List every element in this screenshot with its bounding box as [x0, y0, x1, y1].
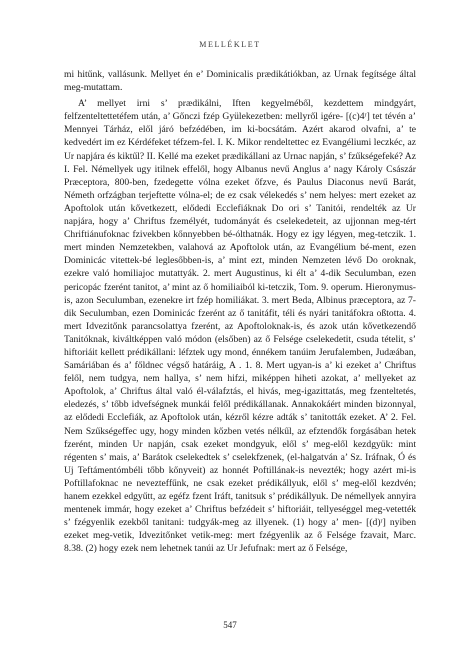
running-head: MELLÉKLET	[199, 40, 261, 49]
paragraph-1: mi hitűnk, vallásunk. Mellyet én e’ Dominicalis prædikátiókban, az Urnak fegítsége által meg-mutattam.	[64, 69, 416, 94]
body-text	[64, 68, 416, 555]
paragraph-2: A’ mellyet irni s’ prædikálni, Iften kegyelméből, kezdettem mindgyárt, felfzenteltettetéfem után, a’ Gőnczi fzép Gyülekezetben: mellyről igére- [(c)4ʳ] tet tévén a’ Mennyei Tárház, elől járó befzédében, im ki-bocsátám. Azért akarod olvafni, a’ te kedvedért im ez Kérdéfeket téfzem-fel. I. K. Mikor rendeltettec ez Evangéliumi leczkéc, az Ur napjára és kiktűl? II. Kellé ma ezeket prædikállani az Urnac napján, s’ fzűkségefeké? Az I. Fel. Némellyek ugy itilnek effelől, hogy Albanus nevű Anglus a’ nagy Károly Császár Præceptora, 800-ben, fzedegette vólna ezeket őfzve, és Paulus Diaconus nevű Barát, Németh orfzágban terjeftette vólna-el; de ez csak vélekedés s’ nem helyes: mert ezeket az Apoftolok után kővetkezett, elődedi Ecclefiáknak Do ori s’ Tanitói, rendelték az Ur napjára, hogy a’ Chriftus fzemélyét, tudományát és cselekedeteit, az ujjonnan meg-tért Chriftiánufoknac fzivekben kőnnyebben bé-ólthatnák. Hogy ez igy légyen, meg-tetczik. 1. mert minden Nemzetekben, valahová az Apoftolok után, az Evangélium bé-ment, ezen Dominicác vitettek-bé leglesőbben-is, a’ mint ezt, minden Nemzeten lévő Do oroknak, ezekre való homiliajoc mutattyák. 2. mert Augustinus, ki élt a’ 4-dik Seculumban, ezen pericopác fzerént tanitot, a’ mint az ő homiliaiból ki-tetczik, Tom. 9. operum. Hieronymus-is, azon Seculumban, ezenekre irt fzép homiliákat. 3. mert Beda, Albinus præceptora, az 7-dik Seculumban, ezen Dominicác fzerént az ő tanitáfit, téli és nyári tanitáfokra oßtotta. 4. mert Idvezitőnk parancsolattya fzerént, az Apoftoloknak-is, és azok után kővetkezendő Tanitóknak, kiváltképpen való módon (elsőben) az ő Felsége cselekedetit, csuda tételit, s’ hiftoriáit kellett prédikállani: léfztek ugy mond, énnékem tanúim Jerufalemben, Judæában, Samáriában és a’ főldnec végső határáig, A . 1. 8. Mert ugyan-is a’ ki ezeket a’ Chriftus felől, nem tudgya, nem hallya, s’ nem hifzi, miképpen hiheti azokat, a’ mellyeket az Apoftolok, a’ Chriftus által való él-válafztás, el hivás, meg-igazittatás, meg fzenteltetés, eledezés, s’ tőbb idvefségnek munkái felől prédikállanak. Annakokáért minden bizonnyal, az elődedi Ecclefiák, az Apoftolok után, kézről kézre adták s’ tanitották ezeket. A’ 2. Fel. Nem Szűkségeffec ugy, hogy minden kőzben vetés nélkűl, az efztendők forgásában hetek fzerént, minden Ur napján, csak ezeket mondgyuk, elől s’ meg-elől kezdgyük: mint régenten s’ mais, a’ Barátok cselekedtek s’ cselekfzenek, (el-halgatván a’ Sz. Iráfnak, Ó és Uj Teftámentómbéli tőbb kőnyveit) az honnét Poftillának-is nevezték; hogy azért mi-is Poftillafoknac ne nevezteffűnk, ne csak ezeket prédikállyuk, elől s’ meg-elől kezdvén; hanem ezekkel edgyűtt, az egéfz fzent Iráft, tanitsuk s’ prédikállyuk. De némellyek annyira mentenek immár, hogy ezeket a’ Chriftus befzédeit s’ hiftoriáit, tellyeséggel meg-vetették s’ fzégyenlik ezekből tanitani: tudgyák-meg az illyenek. (1) hogy a’ men- [(d)ʳ] nyiben ezeket meg-vetik, Idvezitőnket vetik-meg: mert fzégyenlik az ő Felsége fzavait, Marc. 8.38. (2) hogy ezek nem lehetnek tanúi az Ur Jefufnak: mert az ő Felsége,	[64, 98, 416, 555]
page-number: 547	[223, 620, 237, 630]
